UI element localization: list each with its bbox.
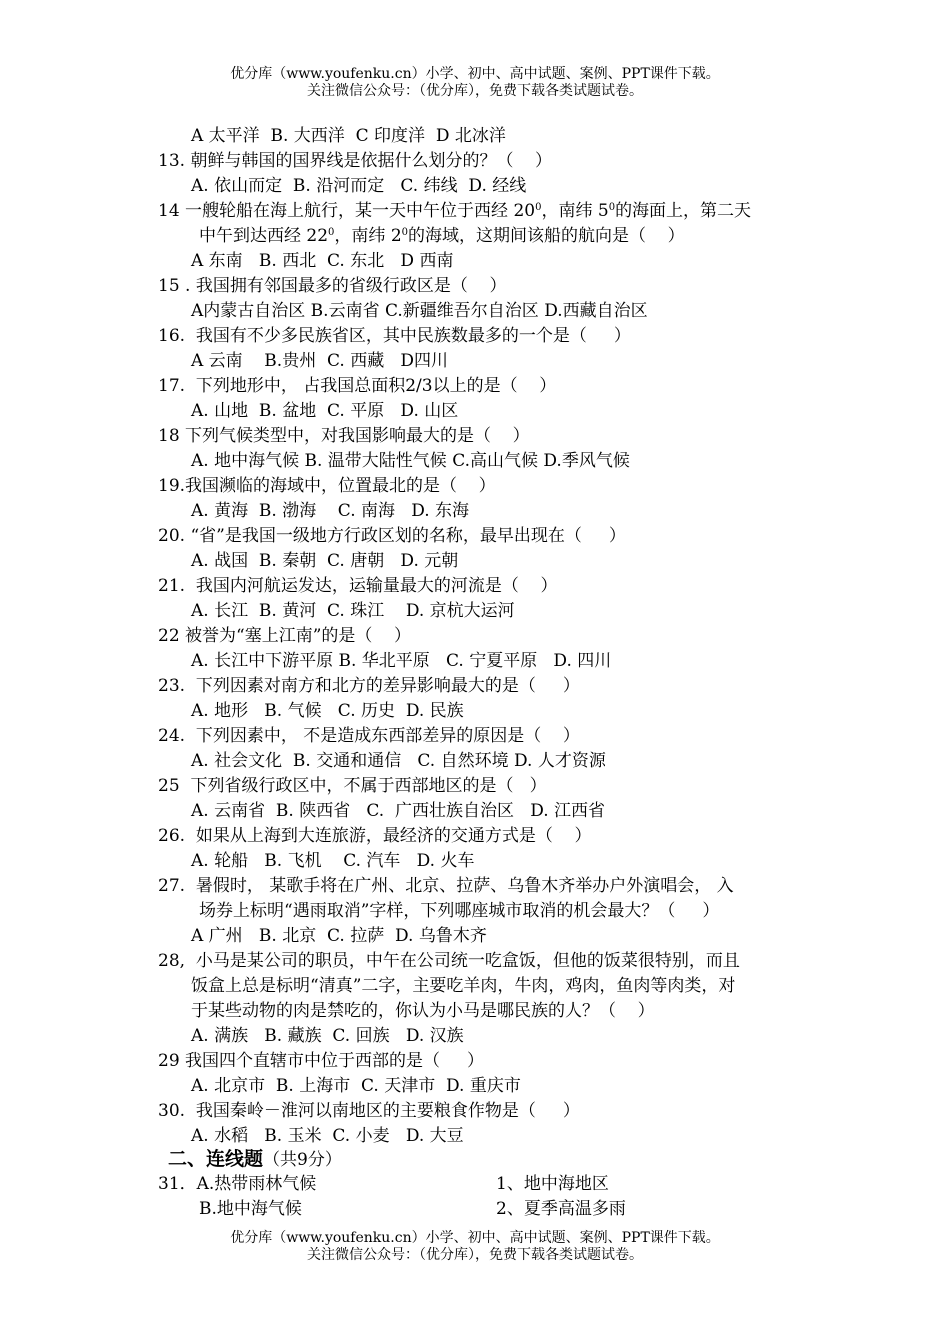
q14-options: A 东南 B. 西北 C. 东北 D 西南 bbox=[191, 251, 454, 271]
q25-options: A. 云南省 B. 陕西省 C. 广西壮族自治区 D. 江西省 bbox=[191, 801, 606, 821]
q24-question: 24. 下列因素中， 不是造成东西部差异的原因是（ ） bbox=[158, 726, 580, 746]
section-heading bbox=[168, 1148, 342, 1171]
q13-options: A. 依山而定 B. 沿河而定 C. 纬线 D. 经线 bbox=[191, 176, 527, 196]
q21-options: A. 长江 B. 黄河 C. 珠江 D. 京杭大运河 bbox=[191, 601, 515, 621]
q29-question: 29 我国四个直辖市中位于西部的是（ ） bbox=[158, 1051, 485, 1071]
q28-question-line2: 饭盒上总是标明“清真”二字，主要吃羊肉，牛肉，鸡肉，鱼肉等肉类，对 bbox=[191, 976, 736, 996]
q17-options: A. 山地 B. 盆地 C. 平原 D. 山区 bbox=[191, 401, 459, 421]
q22-question: 22 被誉为“塞上江南”的是（ ） bbox=[158, 626, 412, 646]
match-item-right-2: 2、夏季高温多雨 bbox=[496, 1199, 626, 1219]
header-line-2: 关注微信公众号：（优分库），免费下载各类试题试卷。 bbox=[307, 83, 643, 99]
q27-options: A 广州 B. 北京 C. 拉萨 D. 乌鲁木齐 bbox=[191, 926, 487, 946]
q14-question-line2 bbox=[199, 226, 685, 246]
q12-options: A 太平洋 B. 大西洋 C 印度洋 D 北冰洋 bbox=[191, 126, 506, 146]
q17-question: 17. 下列地形中， 占我国总面积2/3以上的是（ ） bbox=[158, 376, 557, 396]
section-title: 二、连线题 bbox=[168, 1148, 264, 1170]
q24-options: A. 社会文化 B. 交通和通信 C. 自然环境 D. 人才资源 bbox=[191, 751, 606, 771]
header-line-1: 优分库（www.youfenku.cn）小学、初中、高中试题、案例、PPT课件下载。 bbox=[230, 66, 720, 82]
page-footer bbox=[0, 1230, 950, 1264]
q21-question: 21. 我国内河航运发达，运输量最大的河流是（ ） bbox=[158, 576, 558, 596]
match-item-right-1: 1、地中海地区 bbox=[496, 1174, 609, 1194]
q20-question: 20. “省”是我国一级地方行政区划的名称，最早出现在（ ） bbox=[158, 526, 626, 546]
q23-options: A. 地形 B. 气候 C. 历史 D. 民族 bbox=[191, 701, 464, 721]
q14-text-d: 中午到达西经 22 bbox=[199, 226, 329, 246]
q27-question-line2: 场券上标明“遇雨取消”字样，下列哪座城市取消的机会最大？（ ） bbox=[199, 901, 720, 921]
match-item-left-2: B.地中海气候 bbox=[199, 1199, 302, 1219]
degree-sup: 0 bbox=[328, 227, 335, 238]
q27-question-line1: 27. 暑假时， 某歌手将在广州、北京、拉萨、乌鲁木齐举办户外演唱会， 入 bbox=[158, 876, 734, 896]
q14-text-f: 的海域，这期间该船的航向是（ ） bbox=[408, 226, 685, 246]
q29-options: A. 北京市 B. 上海市 C. 天津市 D. 重庆市 bbox=[191, 1076, 521, 1096]
page-header bbox=[0, 66, 950, 100]
q18-question: 18 下列气候类型中，对我国影响最大的是（ ） bbox=[158, 426, 530, 446]
degree-sup: 0 bbox=[401, 227, 409, 238]
q30-options: A. 水稻 B. 玉米 C. 小麦 D. 大豆 bbox=[191, 1126, 464, 1146]
q19-question: 19.我国濒临的海域中，位置最北的是（ ） bbox=[158, 476, 496, 496]
degree-sup: 0 bbox=[608, 202, 616, 213]
match-item-left-1: 31．A.热带雨林气候 bbox=[158, 1174, 317, 1194]
q14-text-b: ，南纬 5 bbox=[541, 201, 609, 221]
q16-options: A 云南 B.贵州 C. 西藏 D四川 bbox=[191, 351, 449, 371]
q14-text-a: 14 一艘轮船在海上航行，某一天中午位于西经 20 bbox=[158, 201, 536, 221]
q14-question-line1 bbox=[158, 201, 751, 221]
q23-question: 23. 下列因素对南方和北方的差异影响最大的是（ ） bbox=[158, 676, 580, 696]
q15-options: A内蒙古自治区 B.云南省 C.新疆维吾尔自治区 D.西藏自治区 bbox=[191, 301, 648, 321]
q18-options: A. 地中海气候 B. 温带大陆性气候 C.高山气候 D.季风气候 bbox=[191, 451, 630, 471]
q14-text-e: ，南纬 2 bbox=[334, 226, 402, 246]
q16-question: 16. 我国有不少多民族省区，其中民族数最多的一个是（ ） bbox=[158, 326, 631, 346]
q28-question-line3: 于某些动物的肉是禁吃的，你认为小马是哪民族的人？（ ） bbox=[191, 1001, 655, 1021]
q15-question: 15 . 我国拥有邻国最多的省级行政区是（ ） bbox=[158, 276, 507, 296]
footer-line-1: 优分库（www.youfenku.cn）小学、初中、高中试题、案例、PPT课件下载。 bbox=[230, 1230, 720, 1246]
q26-options: A. 轮船 B. 飞机 C. 汽车 D. 火车 bbox=[191, 851, 475, 871]
q20-options: A. 战国 B. 秦朝 C. 唐朝 D. 元朝 bbox=[191, 551, 459, 571]
q22-options: A. 长江中下游平原 B. 华北平原 C. 宁夏平原 D. 四川 bbox=[191, 651, 612, 671]
section-points: （共9分） bbox=[263, 1150, 342, 1170]
q30-question: 30. 我国秦岭－淮河以南地区的主要粮食作物是（ ） bbox=[158, 1101, 580, 1121]
q14-text-c: 的海面上，第二天 bbox=[615, 201, 752, 221]
footer-line-2: 关注微信公众号：（优分库），免费下载各类试题试卷。 bbox=[307, 1247, 643, 1263]
q28-question-line1: 28, 小马是某公司的职员，中午在公司统一吃盒饭，但他的饭菜很特别，而且 bbox=[158, 951, 740, 971]
degree-sup: 0 bbox=[535, 202, 542, 213]
q13-question: 13. 朝鲜与韩国的国界线是依据什么划分的？（ ） bbox=[158, 151, 553, 171]
q25-question: 25 下列省级行政区中，不属于西部地区的是（ ） bbox=[158, 776, 547, 796]
q28-options: A. 满族 B. 藏族 C. 回族 D. 汉族 bbox=[191, 1026, 464, 1046]
q19-options: A. 黄海 B. 渤海 C. 南海 D. 东海 bbox=[191, 501, 470, 521]
q26-question: 26. 如果从上海到大连旅游，最经济的交通方式是（ ） bbox=[158, 826, 592, 846]
